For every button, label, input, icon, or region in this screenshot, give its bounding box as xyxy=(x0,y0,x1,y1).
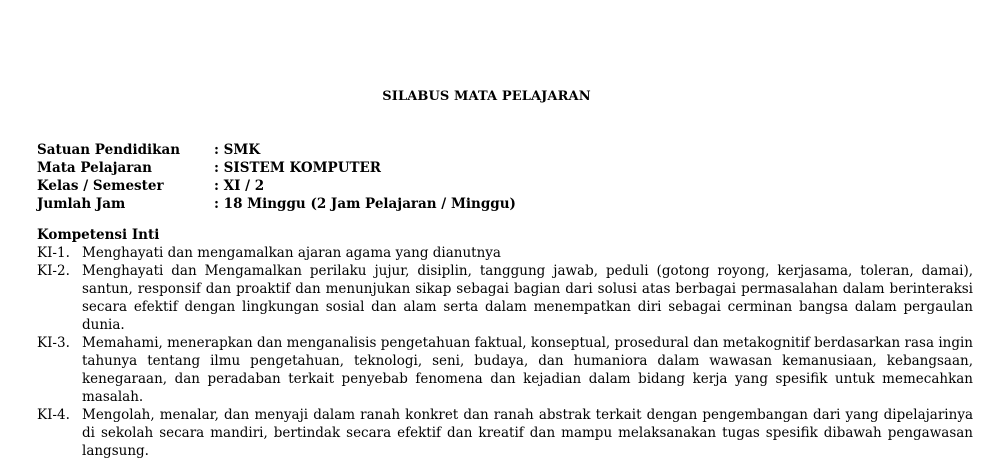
info-value: : 18 Minggu (2 Jam Pelajaran / Minggu) xyxy=(214,196,516,212)
info-label: Jumlah Jam xyxy=(37,196,126,212)
ki-code: KI-2. xyxy=(37,263,70,279)
kompetensi-inti-list xyxy=(37,244,973,460)
ki-item-3 xyxy=(37,334,973,406)
info-row-jumlah-jam xyxy=(37,195,516,213)
info-row-kelas-semester xyxy=(37,177,516,195)
info-value: : SMK xyxy=(214,142,261,158)
ki-code: KI-3. xyxy=(37,335,70,351)
kompetensi-inti-heading: Kompetensi Inti xyxy=(37,227,160,243)
info-value: : SISTEM KOMPUTER xyxy=(214,160,382,176)
ki-text: Menghayati dan mengamalkan ajaran agama yang dianutnya xyxy=(82,245,501,261)
document-title: SILABUS MATA PELAJARAN xyxy=(382,89,591,104)
ki-text: Menghayati dan Mengamalkan perilaku jujur, disiplin, tanggung jawab, peduli (gotong royong, kerjasama, toleran, damai), santun, responsif dan proaktif dan menunjukan sikap sebagai bagian dari solusi atas berbagai permasalahan dalam berinteraksi secara efektif dengan lingkungan sosial dan alam serta dalam menempatkan diri sebagai cerminan bangsa dalam pergaulan dunia. xyxy=(82,263,973,333)
ki-code: KI-4. xyxy=(37,407,70,423)
info-row-satuan-pendidikan xyxy=(37,141,516,159)
ki-item-2 xyxy=(37,262,973,334)
info-label: Satuan Pendidikan xyxy=(37,142,181,158)
info-value: : XI / 2 xyxy=(214,178,265,194)
ki-text: Memahami, menerapkan dan menganalisis pengetahuan faktual, konseptual, prosedural dan metakognitif berdasarkan rasa ingin tahunya tentang ilmu pengetahuan, teknologi, seni, budaya, dan humaniora dalam wawasan kemanusiaan, kebangsaan, kenegaraan, dan peradaban terkait penyebab fenomena dan kejadian dalam bidang kerja yang spesifik untuk memecahkan masalah. xyxy=(82,335,973,405)
ki-text: Mengolah, menalar, dan menyaji dalam ranah konkret dan ranah abstrak terkait dengan pengembangan dari yang dipelajarinya di sekolah secara mandiri, bertindak secara efektif dan kreatif dan mampu melaksanakan tugas spesifik dibawah pengawasan langsung. xyxy=(82,407,973,459)
identity-table xyxy=(37,141,516,213)
info-label: Mata Pelajaran xyxy=(37,160,152,176)
ki-item-4 xyxy=(37,406,973,460)
info-label: Kelas / Semester xyxy=(37,178,164,194)
info-row-mata-pelajaran xyxy=(37,159,516,177)
ki-item-1 xyxy=(37,244,973,262)
ki-code: KI-1. xyxy=(37,245,70,261)
